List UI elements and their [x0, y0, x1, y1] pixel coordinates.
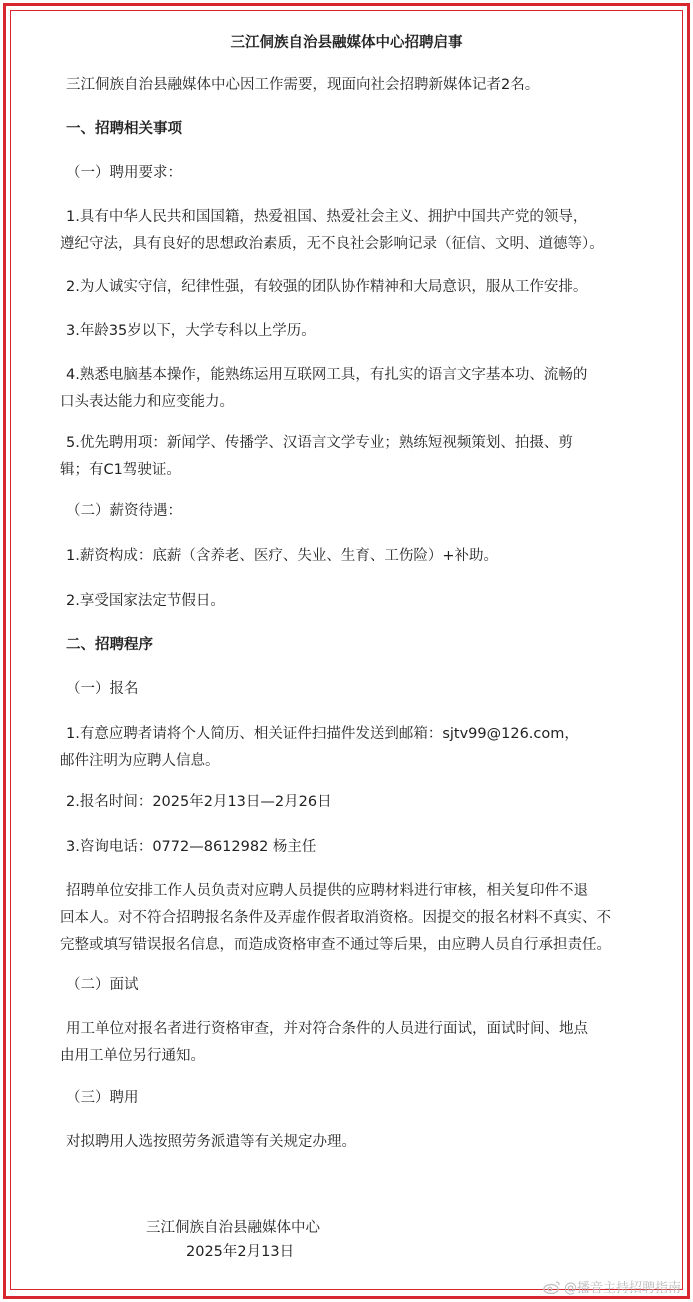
- intro-paragraph: 三江侗族自治县融媒体中心因工作需要，现面向社会招聘新媒体记者2名。: [66, 77, 540, 93]
- section2-heading: 二、招聘程序: [66, 637, 153, 653]
- requirement-item-1: [60, 204, 666, 258]
- weibo-icon: [543, 1280, 561, 1294]
- signature-date: 2025年2月13日: [186, 1244, 295, 1260]
- signup-item-1: [60, 721, 666, 775]
- requirement-item-4: [60, 362, 666, 416]
- section2-sub1-heading: （一）报名: [66, 681, 139, 697]
- section1-heading: 一、招聘相关事项: [66, 121, 182, 137]
- signup-item-3: 3.咨询电话：0772—8612982 杨主任: [66, 839, 317, 855]
- requirement-item-5-line-2: 辑；有C1驾驶证。: [60, 462, 181, 478]
- signup-note-line-2: 回本人。对不符合招聘报名条件及弄虚作假者取消资格。因提交的报名材料不真实、不: [60, 910, 611, 926]
- requirement-item-3: 3.年龄35岁以下，大学专科以上学历。: [66, 323, 316, 339]
- section1-sub1-heading: （一）聘用要求：: [66, 165, 182, 181]
- requirement-item-5-line-1: 5.优先聘用项：新闻学、传播学、汉语言文学专业；熟练短视频策划、拍摄、剪: [66, 435, 573, 451]
- hiring-text: 对拟聘用人选按照劳务派遣等有关规定办理。: [66, 1134, 356, 1150]
- signup-item-1-line-1: 1.有意应聘者请将个人简历、相关证件扫描件发送到邮箱：sjtv99@126.com，: [66, 726, 579, 742]
- requirement-item-2: 2.为人诚实守信，纪律性强，有较强的团队协作精神和大局意识，服从工作安排。: [66, 279, 588, 295]
- requirement-item-1-line-1: 1.具有中华人民共和国国籍，热爱祖国、热爱社会主义、拥护中国共产党的领导，: [66, 209, 588, 225]
- salary-item-2: 2.享受国家法定节假日。: [66, 593, 225, 609]
- signup-item-2: 2.报名时间：2025年2月13日—2月26日: [66, 794, 332, 810]
- document-title: 三江侗族自治县融媒体中心招聘启事: [230, 35, 463, 51]
- requirement-item-1-line-2: 遵纪守法，具有良好的思想政治素质，无不良社会影响记录（征信、文明、道德等）。: [60, 236, 604, 252]
- interview-text: [60, 1016, 666, 1070]
- signup-note-line-3: 完整或填写错误报名信息，而造成资格审查不通过等后果，由应聘人员自行承担责任。: [60, 937, 611, 953]
- watermark-text: @播音主持招聘指南: [563, 1281, 681, 1296]
- salary-item-1: 1.薪资构成：底薪（含养老、医疗、失业、生育、工伤险）+补助。: [66, 548, 498, 564]
- interview-text-line-2: 由用工单位另行通知。: [60, 1048, 205, 1064]
- requirement-item-4-line-1: 4.熟悉电脑基本操作，能熟练运用互联网工具，有扎实的语言文字基本功、流畅的: [66, 367, 588, 383]
- weibo-watermark: [543, 1277, 681, 1296]
- section2-sub2-heading: （二）面试: [66, 977, 139, 993]
- signup-note-line-1: 招聘单位安排工作人员负责对应聘人员提供的应聘材料进行审核，相关复印件不退: [66, 883, 588, 899]
- signup-item-1-line-2: 邮件注明为应聘人信息。: [60, 753, 220, 769]
- requirement-item-5: [60, 430, 666, 484]
- interview-text-line-1: 用工单位对报名者进行资格审查，并对符合条件的人员进行面试，面试时间、地点: [66, 1021, 588, 1037]
- section1-sub2-heading: （二）薪资待遇：: [66, 503, 182, 519]
- signature-org: 三江侗族自治县融媒体中心: [146, 1220, 320, 1236]
- signup-note: [60, 878, 666, 959]
- requirement-item-4-line-2: 口头表达能力和应变能力。: [60, 394, 234, 410]
- section2-sub3-heading: （三）聘用: [66, 1090, 139, 1106]
